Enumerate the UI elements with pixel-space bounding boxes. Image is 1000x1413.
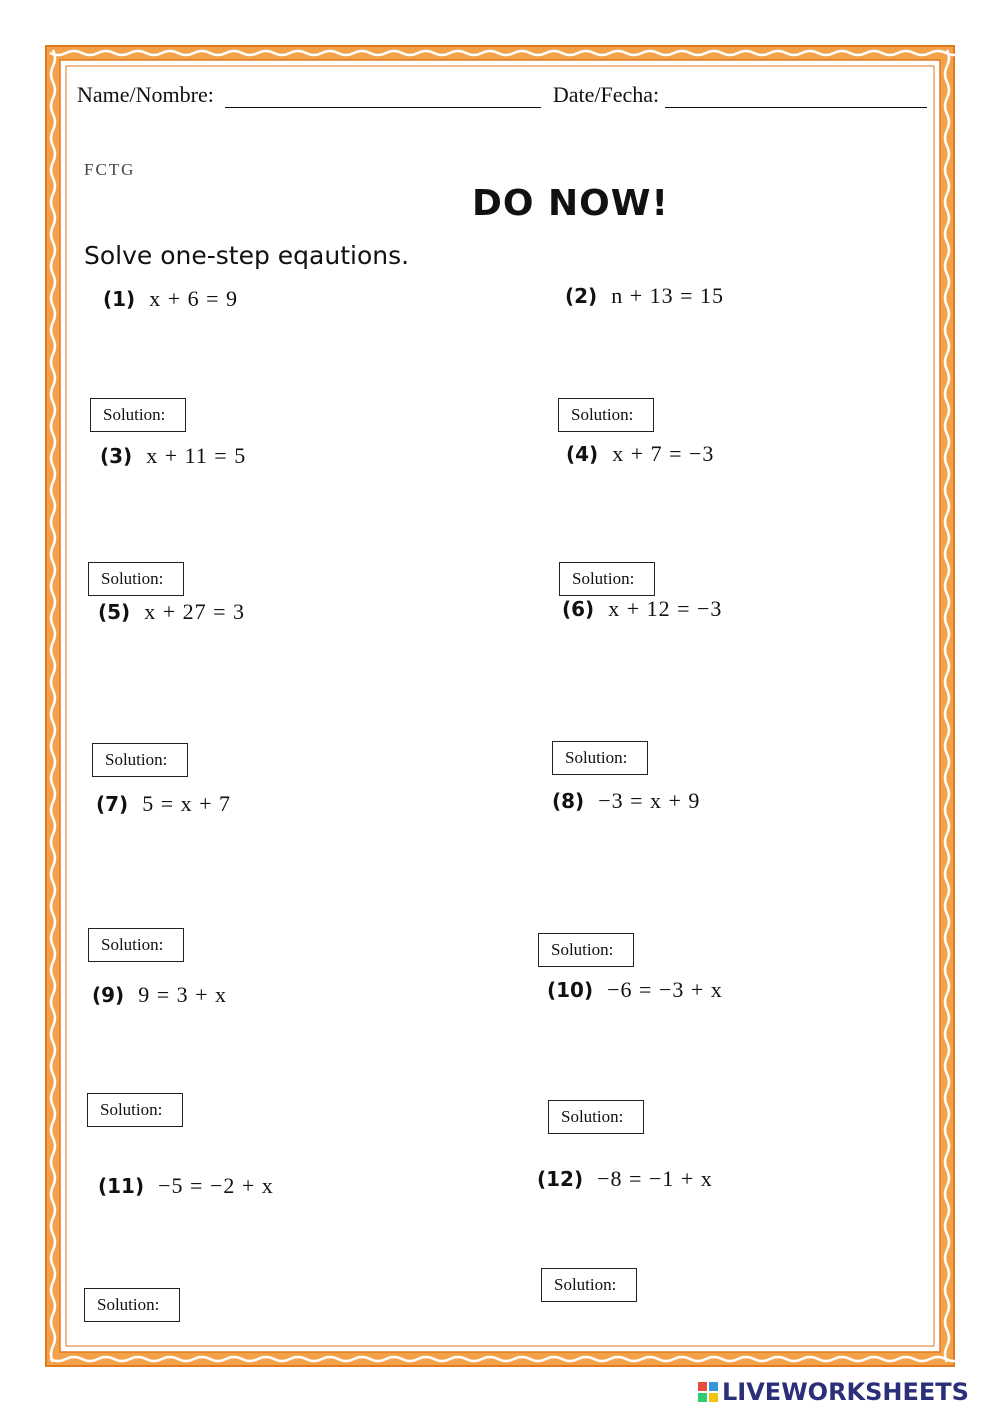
problem-number: (7) — [96, 792, 129, 816]
equation: n + 13 = 15 — [611, 283, 725, 308]
problem-5 — [98, 599, 245, 625]
problem-10 — [547, 977, 723, 1003]
worksheet-code: FCTG — [84, 160, 136, 179]
date-label: Date/Fecha: — [552, 82, 660, 107]
equation: −3 = x + 9 — [598, 788, 701, 813]
liveworksheets-logo[interactable] — [698, 1378, 969, 1406]
problem-9 — [92, 982, 227, 1008]
solution-box-4[interactable]: Solution: — [559, 562, 655, 596]
problem-1 — [103, 286, 238, 312]
name-date-line — [77, 82, 927, 108]
equation: −5 = −2 + x — [158, 1173, 274, 1198]
equation: 9 = 3 + x — [138, 982, 228, 1007]
instructions: Solve one-step eqautions. — [84, 241, 410, 270]
solution-box-12[interactable]: Solution: — [541, 1268, 637, 1302]
name-label: Name/Nombre: — [77, 82, 214, 107]
name-blank[interactable] — [225, 85, 541, 108]
problem-4 — [566, 441, 714, 467]
problem-number: (11) — [98, 1174, 145, 1198]
problem-number: (8) — [552, 789, 585, 813]
problem-7 — [96, 791, 231, 817]
equation: x + 11 = 5 — [146, 443, 247, 468]
solution-box-11[interactable]: Solution: — [84, 1288, 180, 1322]
problem-8 — [552, 788, 700, 814]
problem-number: (4) — [566, 442, 599, 466]
equation: 5 = x + 7 — [142, 791, 232, 816]
problem-number: (1) — [103, 287, 136, 311]
problem-number: (9) — [92, 983, 125, 1007]
solution-box-1[interactable]: Solution: — [90, 398, 186, 432]
solution-box-7[interactable]: Solution: — [88, 928, 184, 962]
equation: x + 12 = −3 — [608, 596, 723, 621]
solution-box-2[interactable]: Solution: — [558, 398, 654, 432]
problem-3 — [100, 443, 246, 469]
problem-6 — [562, 596, 722, 622]
solution-box-10[interactable]: Solution: — [548, 1100, 644, 1134]
date-blank[interactable] — [665, 85, 927, 108]
solution-box-5[interactable]: Solution: — [92, 743, 188, 777]
equation: x + 7 = −3 — [612, 441, 715, 466]
equation: −8 = −1 + x — [597, 1166, 713, 1191]
problem-12 — [537, 1166, 713, 1192]
problem-number: (12) — [537, 1167, 584, 1191]
problem-number: (10) — [547, 978, 594, 1002]
problem-11 — [98, 1173, 274, 1199]
solution-box-3[interactable]: Solution: — [88, 562, 184, 596]
equation: −6 = −3 + x — [607, 977, 723, 1002]
problem-number: (5) — [98, 600, 131, 624]
equation: x + 6 = 9 — [149, 286, 239, 311]
logo-text: LIVEWORKSHEETS — [722, 1378, 969, 1406]
logo-icon — [698, 1382, 718, 1402]
solution-box-6[interactable]: Solution: — [552, 741, 648, 775]
solution-box-9[interactable]: Solution: — [87, 1093, 183, 1127]
equation: x + 27 = 3 — [144, 599, 246, 624]
problem-number: (3) — [100, 444, 133, 468]
page-title: DO NOW! — [472, 183, 669, 224]
problem-2 — [565, 283, 724, 309]
problem-number: (2) — [565, 284, 598, 308]
solution-box-8[interactable]: Solution: — [538, 933, 634, 967]
problem-number: (6) — [562, 597, 595, 621]
